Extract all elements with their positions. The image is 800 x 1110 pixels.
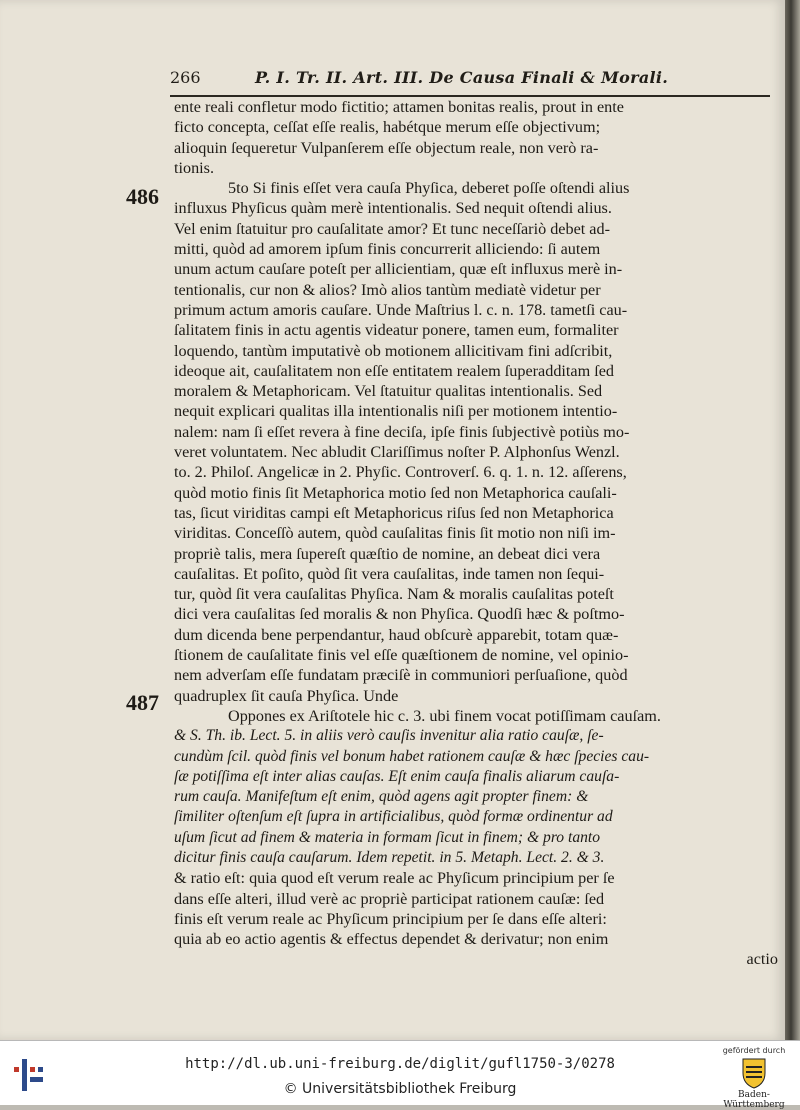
text-line: quia ab eo actio agentis & effectus dependet & derivatur; non enim: [174, 930, 609, 949]
text-line: 5to Si finis eſſet vera cauſa Phyſica, deberet poſſe oſtendi alius: [228, 179, 630, 198]
sponsor-name: Baden-Württemberg: [723, 1090, 785, 1110]
viewer-footer: [0, 1040, 800, 1110]
running-header: [170, 68, 780, 92]
text-line: dicitur finis cauſa cauſarum. Idem repetit. in 5. Metaph. Lect. 2. & 3.: [174, 848, 605, 866]
body-text: [174, 97, 782, 970]
text-line: uſum ſicut ad finem & materia in formam ſicut in finem; & pro tanto: [174, 828, 601, 846]
text-line: viriditas. Conceſſò autem, quòd cauſalitas finis ſit motio non niſi im-: [174, 524, 616, 543]
text-line: mitti, quòd ad amorem ipſum finis concurrerit alliciendo: ſi autem: [174, 240, 601, 259]
text-line: rum cauſa. Manifeſtum eſt enim, quòd agens agit propter finem: &: [174, 788, 589, 806]
text-line: alioquin ſequeretur Vulpanſerem eſſe objectum reale, non verò ra-: [174, 138, 599, 157]
text-line: tas, ſicut viriditas campi eſt Metaphoricus riſus ſed non Metaphorica: [174, 503, 614, 522]
running-title: P. I. Tr. II. Art. III. De Causa Finali & Morali.: [255, 68, 669, 87]
margin-number-486: 486: [126, 184, 159, 209]
text-line: tentionalis, cur non & alios? Imò alios tantùm mediatè videtur per: [174, 280, 601, 299]
text-line: veret voluntatem. Nec abludit Clariſſimus noſter P. Alphonſus Wenzl.: [174, 443, 620, 462]
sponsor-logo: [716, 1046, 792, 1110]
text-line: ſtionem de cauſalitate finis vel eſſe quæſtionem de nomine, vel opinio-: [174, 646, 629, 665]
page-number: 266: [170, 68, 201, 87]
text-line: nalem: nam ſi eſſet revera à fine deciſa, ipſe finis ſubjectivè potiùs mo-: [174, 422, 630, 441]
text-line: moralem & Metaphoricam. Vel ſtatuitur qualitas intentionalis. Sed: [174, 382, 603, 401]
sponsor-label: gefördert durch: [722, 1046, 786, 1055]
text-line: & ratio eſt: quia quod eſt verum reale ac Phyſicum principium per ſe: [174, 869, 615, 888]
text-line: ſæ potiſſima eſt inter alias cauſas. Eſt enim cauſa finalis aliarum cauſa-: [174, 767, 620, 785]
text-line: unum actum cauſare poteſt per allicientiam, quæ eſt influxus merè in-: [174, 260, 623, 279]
text-line: primum actum amoris cauſare. Unde Maſtrius l. c. n. 178. tametſi cau-: [174, 300, 628, 319]
text-line: ſalitatem finis in actu agentis videatur ponere, tamen eum, formaliter: [174, 321, 619, 340]
text-line: tur, quòd ſit vera cauſalitas Phyſica. Nam & moralis cauſalitas poteſt: [174, 585, 614, 604]
text-line: propriè talis, mera ſupereſt quæſtio de nomine, an debeat dici vera: [174, 544, 601, 563]
text-line: cundùm ſcil. quòd finis vel bonum habet rationem cauſæ & hæc ſpecies cau-: [174, 747, 650, 765]
text-line: & S. Th. ib. Lect. 5. in aliis verò cauſis invenitur alia ratio cauſæ, ſe-: [174, 727, 604, 745]
text-line: actio: [746, 950, 778, 969]
text-line: loquendo, tantùm imputativè ob motionem allicitivam fini adſcribit,: [174, 341, 613, 360]
text-line: ſimiliter oſtenſum eſt ſupra in artificialibus, quòd formæ ordinentur ad: [174, 808, 613, 826]
text-line: finis eſt verum reale ac Phyſicum principium per ſe dans eſſe alteri:: [174, 909, 607, 928]
text-line: quadruplex ſit cauſa Phyſica. Unde: [174, 686, 399, 705]
text-line: nem adverſam eſſe fundatam præciſè in communiori perſuaſione, quòd: [174, 666, 628, 685]
text-line: ente reali confletur modo fictitio; attamen bonitas realis, prout in ente: [174, 98, 624, 116]
page-url[interactable]: http://dl.ub.uni-freiburg.de/diglit/gufl1750-3/0278: [185, 1056, 615, 1072]
margin-number-487: 487: [126, 690, 159, 715]
text-line: nequit explicari qualitas illa intentionalis niſi per motionem intentio-: [174, 402, 618, 421]
text-line: to. 2. Philoſ. Angelicæ in 2. Phyſic. Controverſ. 6. q. 1. n. 12. aſſerens,: [174, 463, 627, 482]
text-line: dans eſſe alteri, illud verè ac propriè participat rationem cauſæ: ſed: [174, 889, 605, 908]
text-line: Oppones ex Ariſtotele hic c. 3. ubi finem vocat potiſſimam cauſam.: [228, 706, 661, 725]
text-line: dum dicenda bene perpendantur, haud obſcurè apparebit, totam quæ-: [174, 625, 619, 644]
coat-of-arms-icon: [740, 1057, 768, 1089]
text-line: ficto concepta, ceſſat eſſe realis, habétque merum eſſe objectivum;: [174, 118, 601, 137]
page-edge: [785, 0, 800, 1040]
text-line: tionis.: [174, 158, 215, 177]
copyright-notice: © Universitätsbibliothek Freiburg: [283, 1081, 517, 1097]
text-line: Vel enim ſtatuitur pro cauſalitate amor? Et tunc neceſſariò debet ad-: [174, 219, 610, 238]
text-line: ideoque ait, cauſalitatem non eſſe entitatem realem ſuperadditam ſed: [174, 361, 615, 380]
text-line: cauſalitas. Et poſito, quòd ſit vera cauſalitas, inde tamen non ſequi-: [174, 564, 605, 583]
text-line: quòd motio finis ſit Metaphorica motio ſed non Metaphorica cauſali-: [174, 483, 617, 502]
text-line: influxus Phyſicus quàm merè intentionalis. Sed nequit oſtendi alius.: [174, 199, 612, 218]
text-line: dici vera cauſalitas ſed moralis & non Phyſica. Quodſi hæc & poſtmo-: [174, 605, 625, 624]
